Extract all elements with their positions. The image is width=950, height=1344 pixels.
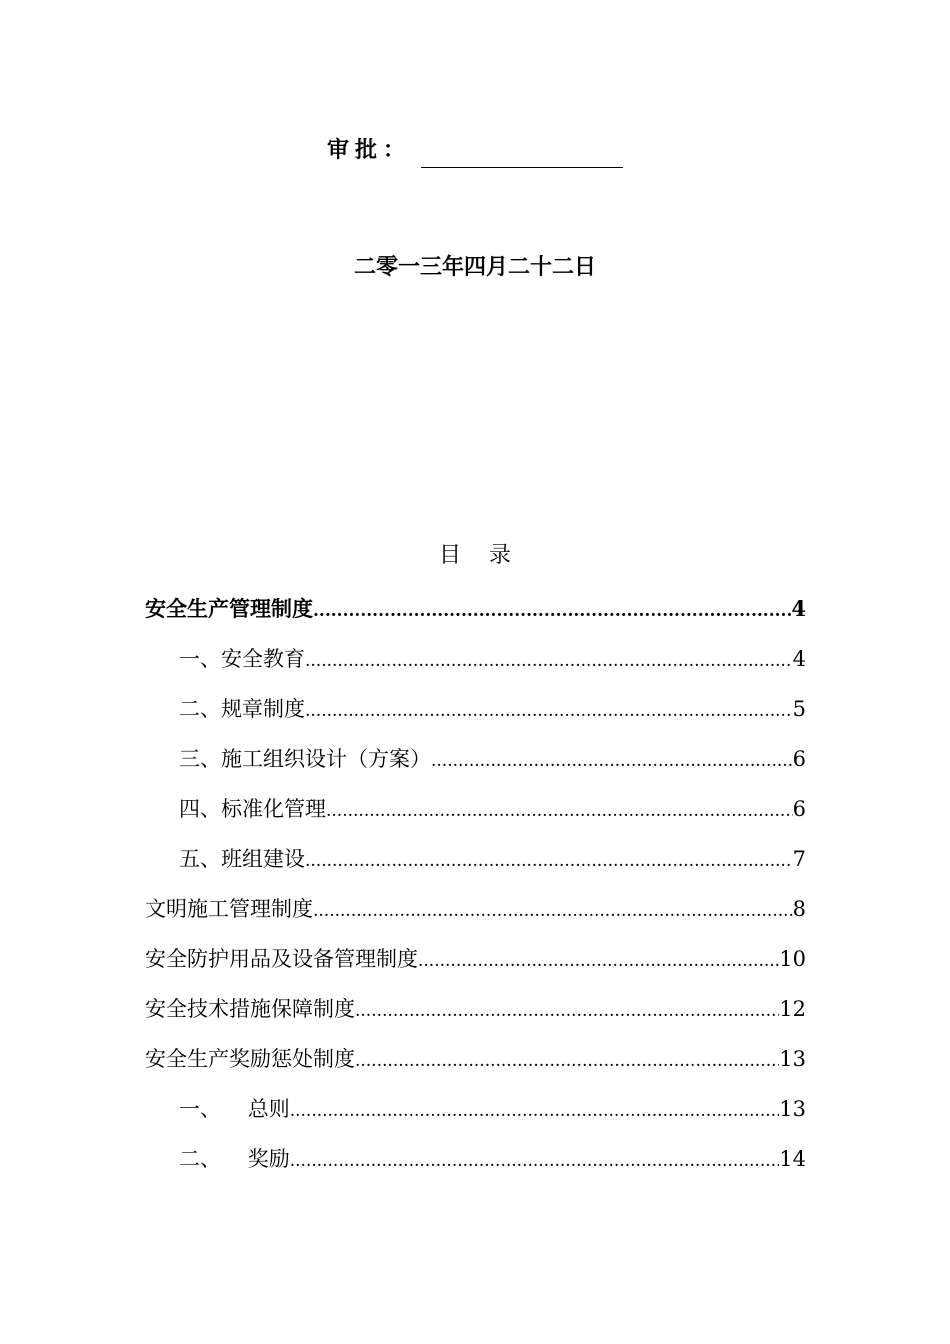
toc-page-number: 12 — [779, 997, 806, 1021]
toc-page-number: 7 — [792, 847, 806, 871]
toc-entry[interactable] — [145, 941, 806, 991]
toc-dot-leader — [418, 943, 779, 979]
toc-entry[interactable] — [145, 841, 806, 891]
approval-line-block — [0, 132, 950, 168]
toc-page-number: 6 — [792, 797, 806, 821]
toc-entry-text: 四、标准化管理 — [179, 797, 326, 821]
toc-entry-text: 安全防护用品及设备管理制度 — [145, 947, 418, 971]
toc-entry-text: 一、 总则 — [179, 1097, 290, 1121]
approval-label: 审批： — [326, 137, 411, 163]
toc-dot-leader — [290, 1143, 780, 1179]
toc-dot-leader — [431, 743, 793, 779]
toc-page-number: 13 — [779, 1097, 806, 1121]
toc-entry[interactable] — [145, 691, 806, 741]
toc-entry-text: 五、班组建设 — [179, 847, 305, 871]
toc-entry-text: 安全生产奖励惩处制度 — [145, 1047, 355, 1071]
toc-dot-leader — [355, 1043, 779, 1079]
toc-dot-leader — [326, 793, 793, 829]
toc-entry[interactable] — [145, 1091, 806, 1141]
toc-page-number: 6 — [792, 747, 806, 771]
toc-entry[interactable] — [145, 891, 806, 941]
toc-title: 目录 — [438, 543, 539, 568]
toc-page-number: 4 — [792, 647, 806, 671]
toc-entry[interactable] — [145, 1141, 806, 1191]
table-of-contents — [145, 591, 806, 1191]
document-date: 二零一三年四月二十二日 — [353, 254, 596, 280]
toc-entry-text: 一、安全教育 — [179, 647, 305, 671]
toc-page-number: 5 — [792, 697, 806, 721]
toc-dot-leader — [355, 993, 779, 1029]
toc-dot-leader — [305, 843, 793, 879]
toc-page-number: 8 — [792, 897, 806, 921]
toc-page-number: 13 — [779, 1047, 806, 1071]
toc-dot-leader — [313, 593, 791, 629]
toc-entry-text: 二、 奖励 — [179, 1147, 290, 1171]
toc-dot-leader — [313, 893, 793, 929]
toc-entry[interactable] — [145, 741, 806, 791]
approval-signature-line — [421, 139, 623, 168]
toc-entry-text: 三、施工组织设计（方案） — [179, 747, 431, 771]
toc-dot-leader — [305, 643, 793, 679]
toc-page-number: 4 — [791, 596, 806, 621]
toc-entry-text: 安全技术措施保障制度 — [145, 997, 355, 1021]
toc-dot-leader — [290, 1093, 780, 1129]
toc-entry-text: 文明施工管理制度 — [145, 897, 313, 921]
toc-entry[interactable] — [145, 791, 806, 841]
toc-page-number: 10 — [779, 947, 806, 971]
toc-page-number: 14 — [779, 1147, 806, 1171]
toc-entry[interactable] — [145, 1041, 806, 1091]
toc-entry[interactable] — [145, 641, 806, 691]
toc-entry[interactable] — [145, 591, 806, 641]
toc-dot-leader — [305, 693, 793, 729]
toc-entry-text: 安全生产管理制度 — [145, 596, 313, 621]
toc-entry[interactable] — [145, 991, 806, 1041]
toc-entry-text: 二、规章制度 — [179, 697, 305, 721]
